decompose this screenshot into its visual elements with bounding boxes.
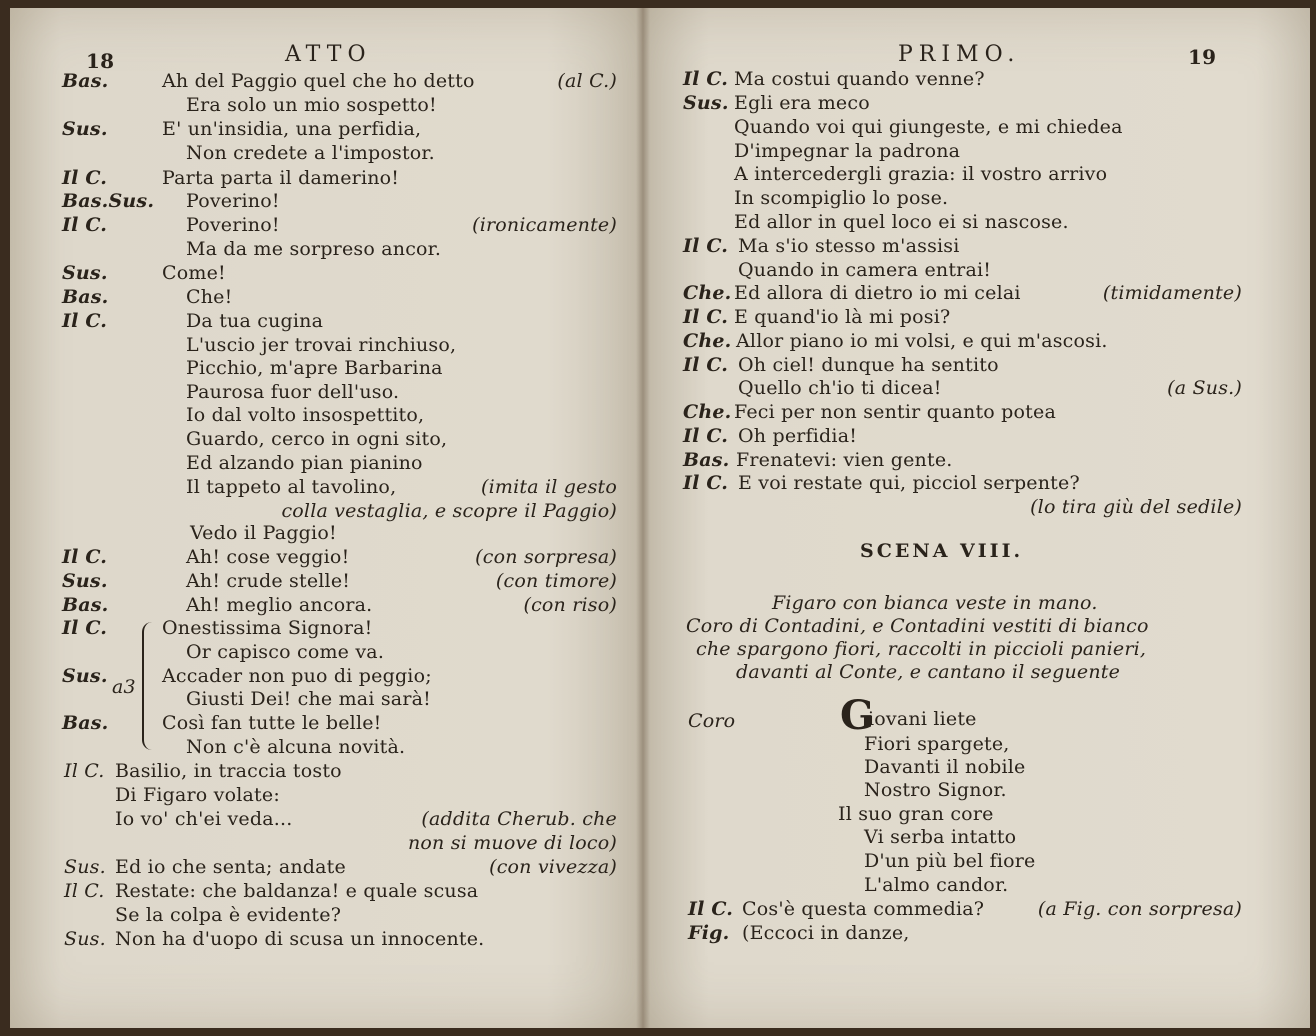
verse-line: Guardo, cerco in ogni sito,: [186, 428, 448, 450]
verse-line: Quello ch'io ti dicea!: [738, 377, 942, 399]
speaker-label: Bas.: [683, 449, 730, 471]
stage-direction: (ironicamente): [472, 214, 617, 236]
speaker-label: Sus.: [62, 665, 108, 687]
speaker-label: Sus.: [64, 928, 106, 950]
verse-line: Che!: [186, 286, 233, 308]
speaker-label: Il C.: [62, 214, 108, 236]
speaker-label: Sus.: [62, 118, 108, 140]
verse-line: Feci per non sentir quanto potea: [734, 401, 1056, 423]
verse-line: D'un più bel fiore: [864, 850, 1036, 872]
speaker-label: Il C.: [683, 425, 729, 447]
verse-line: (Eccoci in danze,: [742, 922, 910, 944]
verse-line: Poverino!: [186, 190, 280, 212]
stage-direction: (con vivezza): [489, 856, 617, 878]
speaker-label: Che.: [683, 401, 732, 423]
scene-description: davanti al Conte, e cantano il seguente: [736, 661, 1121, 683]
speaker-label: Fig.: [688, 922, 730, 944]
verse-line: E quand'io là mi posi?: [734, 306, 951, 328]
verse-line: Ma costui quando venne?: [734, 68, 985, 90]
stage-direction: (con sorpresa): [475, 546, 617, 568]
speaker-label: Il C.: [62, 546, 108, 568]
verse-line: Oh ciel! dunque ha sentito: [738, 354, 999, 376]
stage-direction: (addita Cherub. che: [421, 808, 617, 830]
stage-direction: colla vestaglia, e scopre il Paggio): [281, 500, 617, 522]
trio-marker: a3: [112, 676, 136, 698]
verse-line: Fiori spargete,: [864, 733, 1010, 755]
stage-direction: (a Fig. con sorpresa): [1037, 898, 1242, 920]
speaker-label: Il C.: [683, 354, 729, 376]
verse-line: Parta parta il damerino!: [162, 167, 400, 189]
stage-direction: (con riso): [523, 594, 617, 616]
verse-line: Ah! meglio ancora.: [186, 594, 373, 616]
speaker-label: Bas.Sus.: [62, 190, 155, 212]
verse-line: Vedo il Paggio!: [190, 522, 337, 544]
verse-line: Cos'è questa commedia?: [742, 898, 985, 920]
verse-line: Picchio, m'apre Barbarina: [186, 357, 443, 379]
running-head: ATTO: [285, 42, 372, 67]
verse-line: L'uscio jer trovai rinchiuso,: [186, 334, 457, 356]
verse-line: Il suo gran core: [838, 803, 994, 825]
speaker-label: Il C.: [62, 167, 108, 189]
verse-line: Ma s'io stesso m'assisi: [738, 235, 960, 257]
verse-line: Accader non puo di peggio;: [162, 665, 432, 687]
speaker-label: Il C.: [64, 880, 105, 902]
book-gutter: [636, 8, 650, 1028]
verse-line: Ed alzando pian pianino: [186, 452, 423, 474]
scene-description: che spargono fiori, raccolti in piccioli panieri,: [696, 638, 1147, 660]
verse-line: Nostro Signor.: [864, 779, 1007, 801]
drop-cap: G: [840, 692, 875, 739]
speaker-label: Il C.: [64, 760, 105, 782]
verse-line: L'almo candor.: [864, 874, 1009, 896]
verse-line: Io dal volto insospettito,: [186, 404, 425, 426]
verse-line: Ah del Paggio quel che ho detto: [162, 70, 475, 92]
verse-line: Così fan tutte le belle!: [162, 712, 382, 734]
stage-direction: (con timore): [495, 570, 617, 592]
speaker-label: Bas.: [62, 594, 109, 616]
scene-description: Coro di Contadini, e Contadini vestiti di bianco: [686, 615, 1149, 637]
stage-direction: (imita il gesto: [480, 476, 617, 498]
trio-brace: [142, 622, 158, 750]
scene-description: Figaro con bianca veste in mano.: [772, 592, 1098, 614]
verse-line: Ed allora di dietro io mi celai: [734, 282, 1021, 304]
verse-line: Ed allor in quel loco ei si nascose.: [734, 211, 1069, 233]
verse-line: Frenatevi: vien gente.: [736, 449, 953, 471]
speaker-label: Sus.: [64, 856, 106, 878]
verse-line: D'impegnar la padrona: [734, 140, 961, 162]
verse-line: Da tua cugina: [186, 310, 324, 332]
speaker-label: Bas.: [62, 70, 109, 92]
verse-line: Onestissima Signora!: [162, 617, 373, 639]
verse-line: Io vo' ch'ei veda...: [115, 808, 293, 830]
speaker-label: Bas.: [62, 286, 109, 308]
page-number: 18: [86, 49, 115, 73]
verse-line: In scompiglio lo pose.: [734, 187, 949, 209]
verse-line: Giusti Dei! che mai sarà!: [186, 688, 431, 710]
speaker-label: Bas.: [62, 712, 109, 734]
speaker-label: Il C.: [683, 235, 729, 257]
speaker-label: Il C.: [688, 898, 734, 920]
scene-title: SCENA VIII.: [860, 540, 1024, 562]
running-head: PRIMO.: [898, 42, 1021, 67]
stage-direction: (lo tira giù del sedile): [1030, 496, 1242, 518]
verse-line: Ah! crude stelle!: [186, 570, 351, 592]
verse-line: Basilio, in traccia tosto: [115, 760, 342, 782]
verse-line: Davanti il nobile: [864, 756, 1026, 778]
stage-direction: (al C.): [557, 70, 617, 92]
verse-line: Non ha d'uopo di scusa un innocente.: [115, 928, 485, 950]
stage-direction: (a Sus.): [1167, 377, 1242, 399]
verse-line: Ed io che senta; andate: [115, 856, 346, 878]
verse-line: Ma da me sorpreso ancor.: [186, 238, 442, 260]
verse-line: Non c'è alcuna novità.: [186, 736, 406, 758]
verse-line: Se la colpa è evidente?: [115, 904, 342, 926]
speaker-label: Il C.: [62, 310, 108, 332]
speaker-label: Sus.: [62, 262, 108, 284]
verse-line: Non credete a l'impostor.: [186, 142, 435, 164]
verse-line: Come!: [162, 262, 226, 284]
verse-line: Ah! cose veggio!: [186, 546, 350, 568]
verse-line: Quando in camera entrai!: [738, 259, 992, 281]
verse-line: Vi serba intatto: [864, 826, 1017, 848]
verse-line: A intercedergli grazia: il vostro arrivo: [734, 163, 1108, 185]
verse-line: Allor piano io mi volsi, e qui m'ascosi.: [736, 330, 1108, 352]
speaker-label: Sus.: [62, 570, 108, 592]
speaker-label: Che.: [683, 282, 732, 304]
verse-line: Egli era meco: [734, 92, 870, 114]
speaker-label: Sus.: [683, 92, 729, 114]
stage-direction: (timidamente): [1102, 282, 1242, 304]
verse-line: Oh perfidia!: [738, 425, 858, 447]
speaker-label: Coro: [688, 710, 736, 732]
verse-line: E' un'insidia, una perfidia,: [162, 118, 422, 140]
verse-line: Restate: che baldanza! e quale scusa: [115, 880, 479, 902]
speaker-label: Il C.: [683, 472, 729, 494]
verse-line: Quando voi qui giungeste, e mi chiedea: [734, 116, 1123, 138]
verse-line: Il tappeto al tavolino,: [186, 476, 397, 498]
speaker-label: Il C.: [683, 68, 729, 90]
speaker-label: Che.: [683, 330, 732, 352]
stage-direction: non si muove di loco): [407, 832, 617, 854]
verse-line: Paurosa fuor dell'uso.: [186, 381, 400, 403]
page-number: 19: [1188, 45, 1217, 69]
speaker-label: Il C.: [683, 306, 729, 328]
verse-line: iovani liete: [868, 708, 977, 730]
verse-line: Or capisco come va.: [186, 641, 385, 663]
speaker-label: Il C.: [62, 617, 108, 639]
verse-line: Era solo un mio sospetto!: [186, 94, 437, 116]
verse-line: E voi restate qui, picciol serpente?: [738, 472, 1080, 494]
verse-line: Di Figaro volate:: [115, 784, 280, 806]
verse-line: Poverino!: [186, 214, 280, 236]
